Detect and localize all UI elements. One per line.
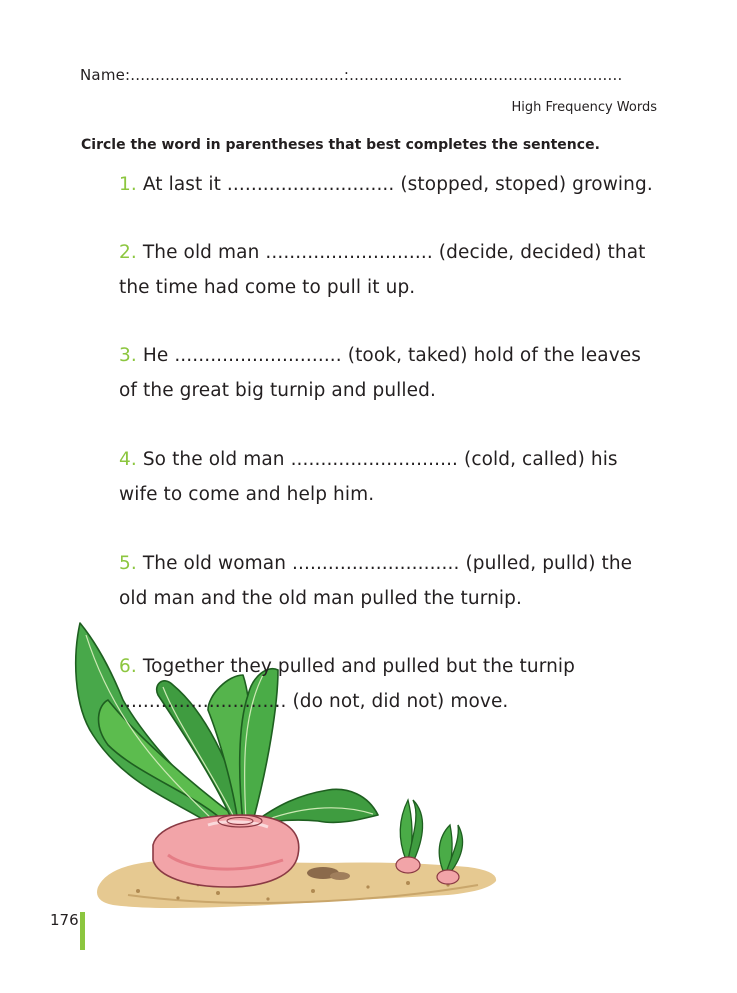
question-2 — [119, 235, 659, 305]
question-number: 2. — [119, 242, 137, 263]
question-number: 1. — [119, 174, 137, 195]
question-3 — [119, 338, 659, 408]
question-4 — [119, 442, 659, 512]
rock — [330, 872, 350, 880]
worksheet-subtitle: High Frequency Words — [511, 100, 657, 115]
question-text: The old man ............................ (decide, decided) that the time had come to pull it up. — [119, 242, 646, 298]
question-text: He ............................ (took, taked) hold of the leaves of the great big turnip and pulled. — [119, 345, 641, 401]
question-number: 6. — [119, 656, 137, 677]
page-number: 176 — [50, 911, 79, 929]
instruction: Circle the word in parentheses that best completes the sentence. — [81, 137, 600, 153]
question-number: 4. — [119, 449, 137, 470]
name-line: Name:...........................................:....................................................... — [80, 66, 623, 84]
small-turnip — [437, 870, 459, 884]
question-text: At last it ............................ (stopped, stoped) growing. — [136, 174, 653, 195]
question-6 — [119, 649, 659, 719]
question-text: Together they pulled and pulled but the turnip ............................ (do not, did not) move. — [119, 656, 575, 712]
page-accent-bar — [80, 912, 85, 950]
question-number: 5. — [119, 553, 137, 574]
question-1 — [119, 167, 659, 202]
question-number: 3. — [119, 345, 137, 366]
small-turnip — [396, 857, 420, 873]
question-text: So the old man ............................ (cold, called) his wife to come and help him. — [119, 449, 618, 505]
question-5 — [119, 546, 659, 616]
question-text: The old woman ............................ (pulled, pulld) the old man and the old man pulled the turnip. — [119, 553, 633, 609]
